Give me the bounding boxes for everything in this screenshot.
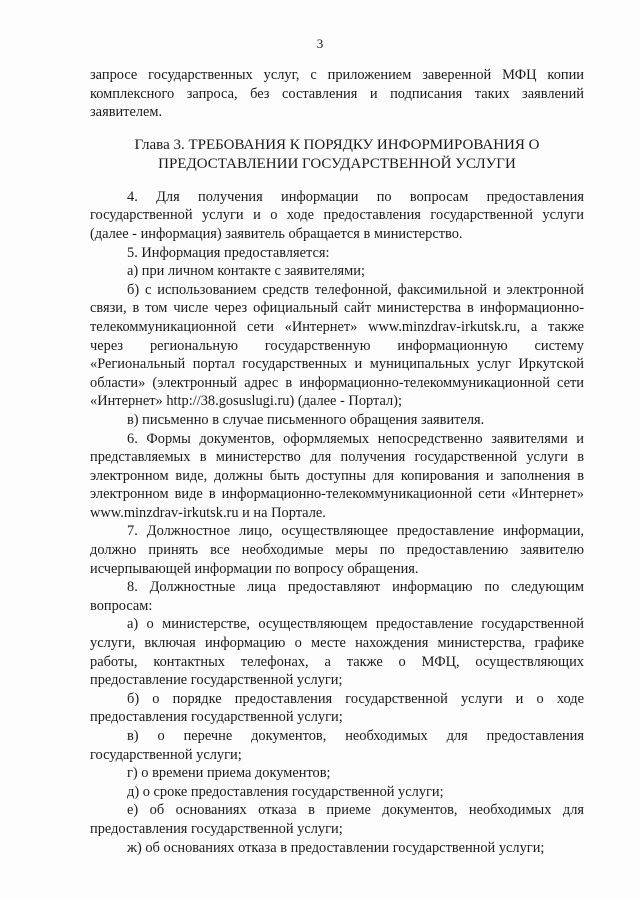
paragraph-6: 6. Формы документов, оформляемых непосредственно заявителями и представляемых в министерство для получения государственной услуги в электронном виде, должны быть доступны для копирования и заполнения в электронном виде в информационно-телекоммуникационной сети «Интернет» www.minzdrav-irkutsk.ru и на Портале. (90, 430, 584, 521)
paragraph-8-a: а) о министерстве, осуществляющем предоставление государственной услуги, включая информацию о месте нахождения министерства, графике работы, контактных телефонах, а также о МФЦ, осуществляющих предоставление государственной услуги; (90, 616, 584, 689)
paragraph-7: 7. Должностное лицо, осуществляющее предоставление информации, должно принять все необходимые меры по предоставлению заявителю исчерпывающей информации по вопросу обращения. (90, 523, 584, 577)
paragraph-8-d: д) о сроке предоставления государственной услуги; (127, 783, 444, 800)
paragraph-5-a: а) при личном контакте с заявителями; (127, 263, 365, 280)
paragraph-8: 8. Должностные лица предоставляют информацию по следующим вопросам: (90, 579, 584, 614)
intro-paragraph: запросе государственных услуг, с приложением заверенной МФЦ копии комплексного запроса, без составления и подписания таких заявлений заявителем. (90, 67, 584, 121)
paragraph-8-g: г) о времени приема документов; (127, 765, 331, 782)
page-number: 3 (316, 36, 324, 51)
paragraph-8-e: е) об основаниях отказа в приеме документов, необходимых для предоставления государственной услуги; (90, 802, 584, 837)
paragraph-5-b: б) с использованием средств телефонной, факсимильной и электронной связи, в том числе через официальный сайт министерства в информационно-телекоммуникационной сети «Интернет» www.minzdrav-irkutsk.ru, а также через региональную государственную информационную систему «Региональный портал государственных и муниципальных услуг Иркутской области» (электронный адрес в информационно-телекоммуникационной сети «Интернет» http://38.gosuslugi.ru) (далее - Портал); (90, 281, 584, 410)
paragraph-4: 4. Для получения информации по вопросам предоставления государственной услуги и о ходе предоставления государственной услуги (далее - информация) заявитель обращается в министерство. (90, 188, 584, 242)
paragraph-5-v: в) письменно в случае письменного обращения заявителя. (127, 411, 485, 428)
paragraph-5: 5. Информация предоставляется: (127, 244, 330, 261)
paragraph-8-v: в) о перечне документов, необходимых для предоставления государственной услуги; (90, 728, 584, 763)
paragraph-8-zh: ж) об основаниях отказа в предоставлении государственной услуги; (127, 839, 545, 856)
chapter-heading-line-1: Глава 3. ТРЕБОВАНИЯ К ПОРЯДКУ ИНФОРМИРОВАНИЯ О (134, 136, 540, 153)
chapter-heading (100, 136, 574, 174)
paragraph-8-b: б) о порядке предоставления государственной услуги и о ходе предоставления государственной услуги; (90, 690, 584, 726)
document-body (90, 66, 584, 857)
chapter-heading-line-2: ПРЕДОСТАВЛЕНИИ ГОСУДАРСТВЕННОЙ УСЛУГИ (158, 155, 516, 172)
